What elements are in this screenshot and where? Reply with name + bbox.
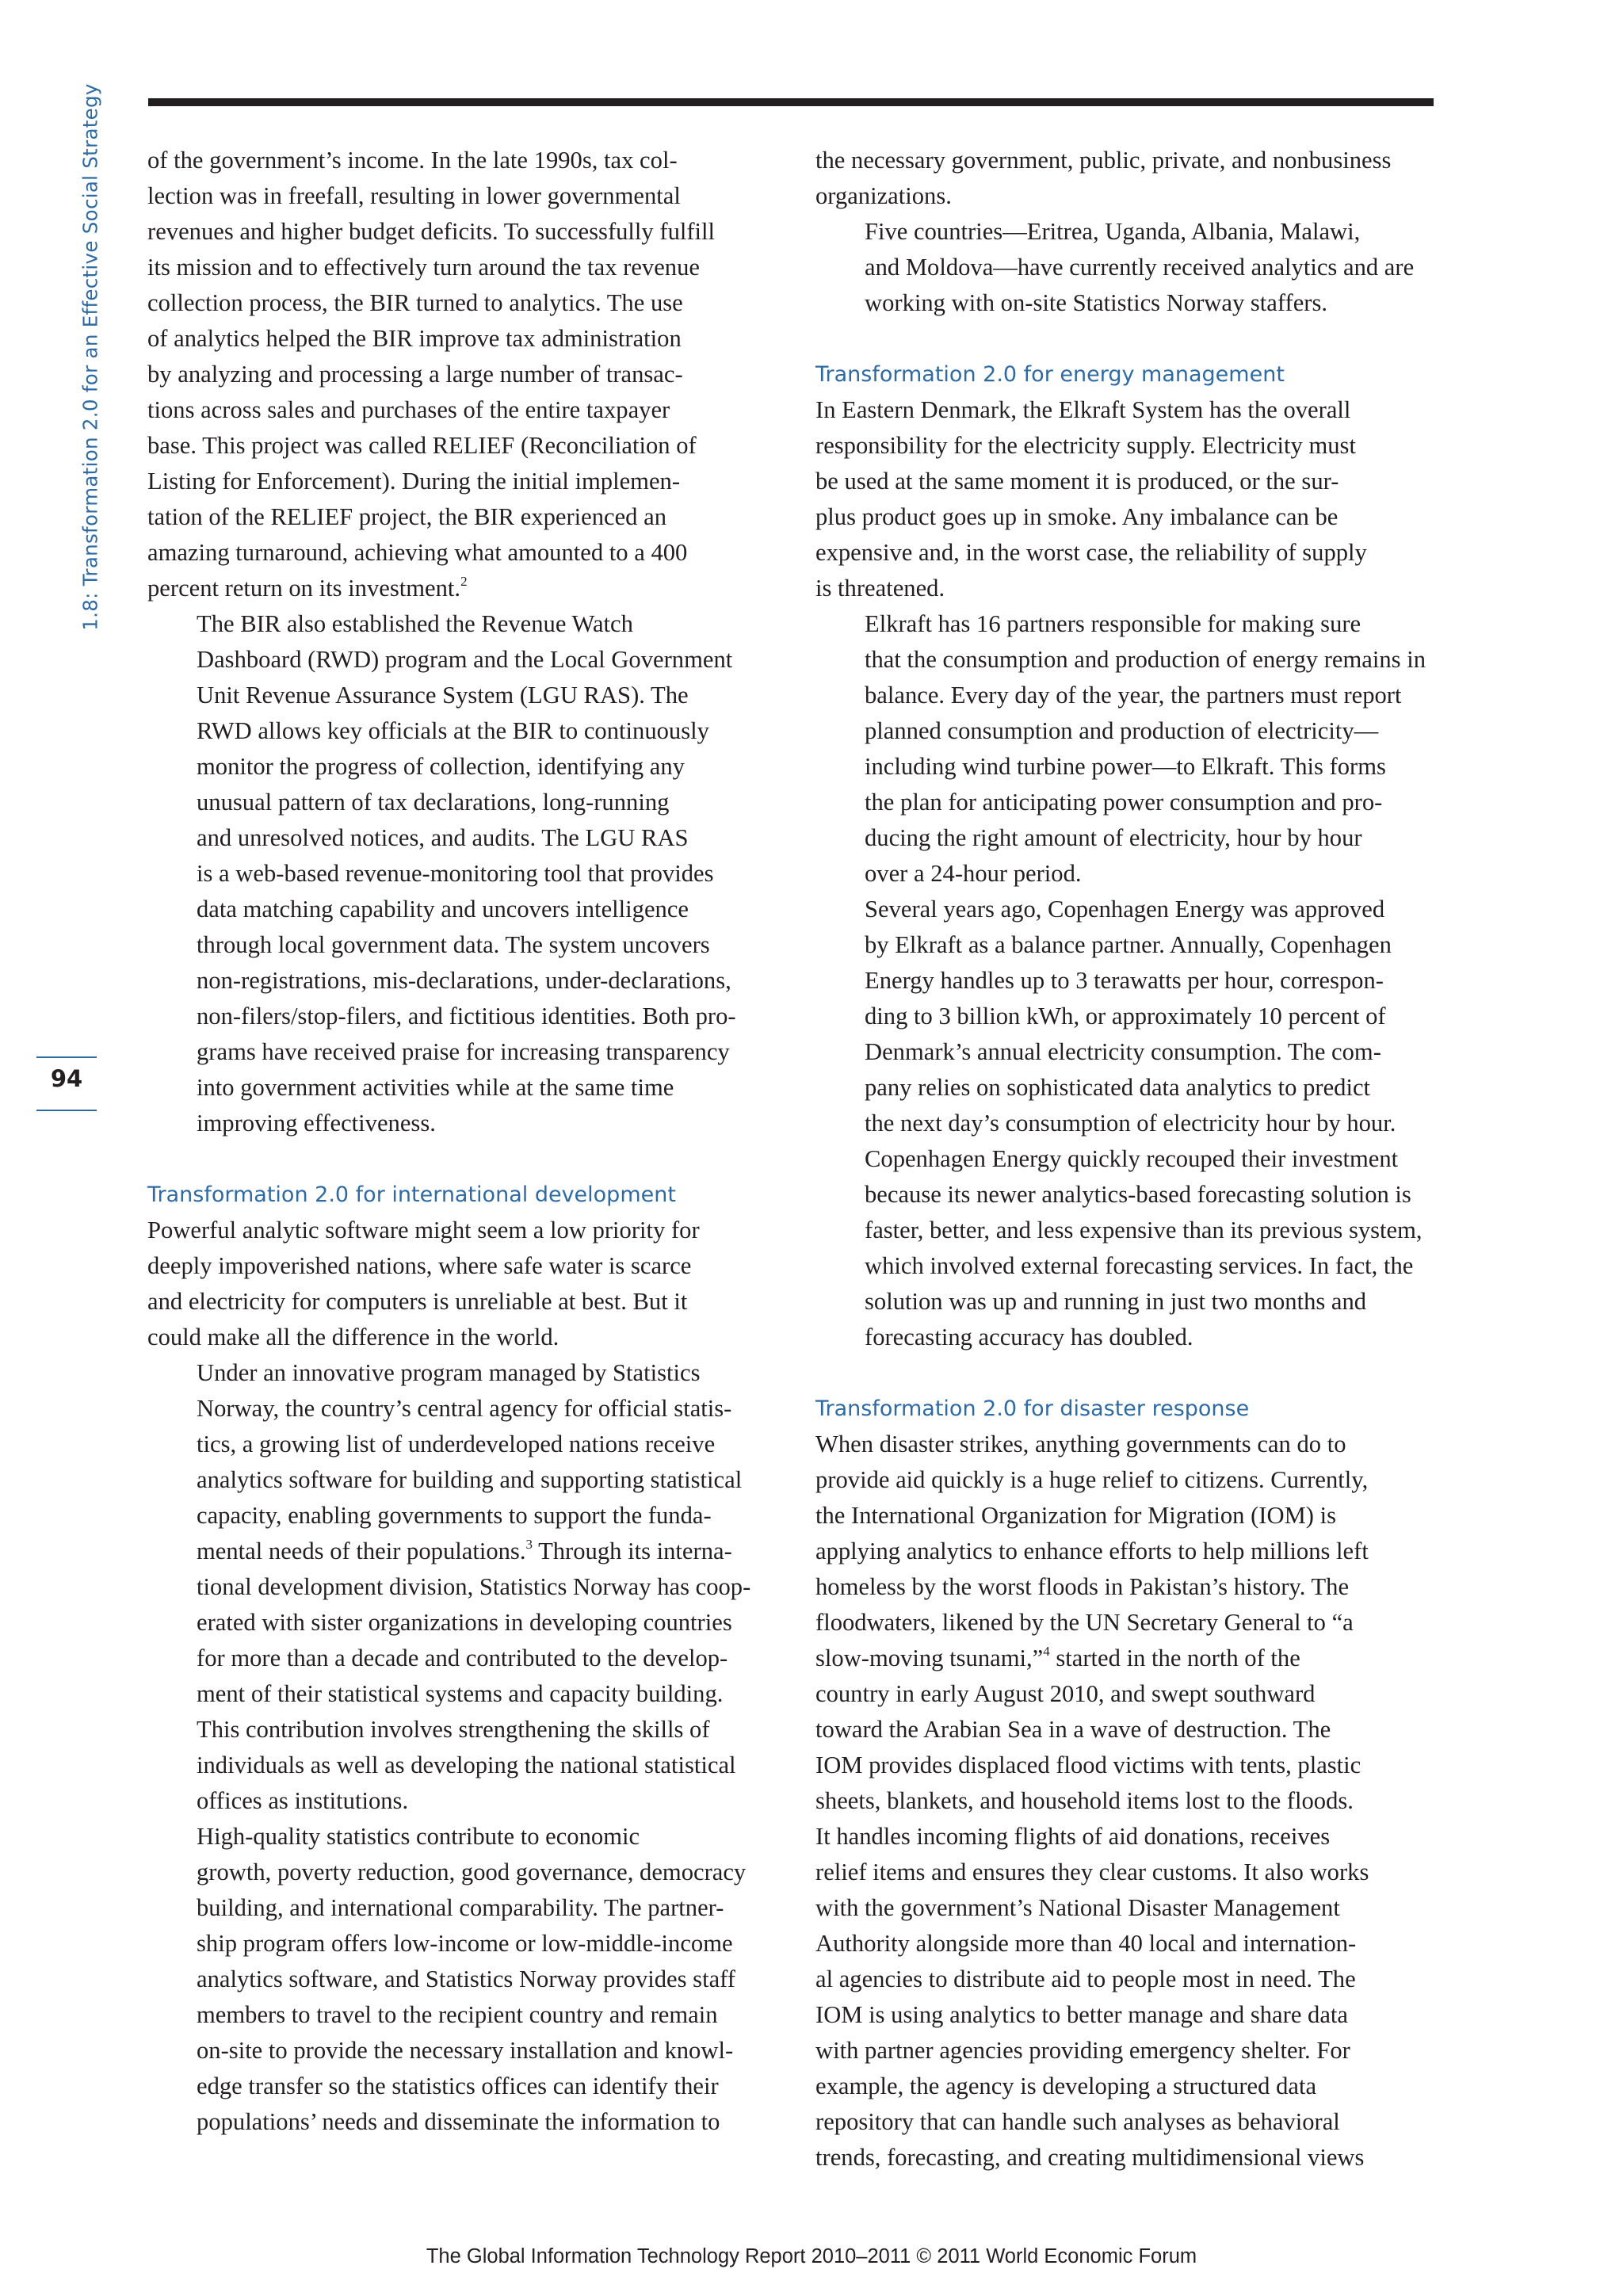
page-number-rule-bottom [36, 1110, 97, 1111]
text-line: non-registrations, mis-declarations, under-declarations, [197, 967, 731, 994]
paragraph [815, 892, 1435, 1355]
paragraph [815, 1427, 1435, 2176]
right-column [815, 143, 1435, 2176]
footnote-ref: 3 [525, 1537, 533, 1552]
text-line: and electricity for computers is unreliable at best. But it [147, 1288, 688, 1315]
section-heading-energy-management: Transformation 2.0 for energy management [815, 362, 1285, 387]
text-line: Norway, the country’s central agency for official statis- [197, 1395, 732, 1422]
text-line: including wind turbine power—to Elkraft. This forms [865, 753, 1386, 780]
top-rule [148, 98, 1434, 106]
text-line: Authority alongside more than 40 local and internation- [815, 1930, 1357, 1957]
text-line: on-site to provide the necessary installation and knowl- [197, 2037, 734, 2064]
text-line: be used at the same moment it is produced, or the sur- [815, 468, 1339, 495]
text-line: al agencies to distribute aid to people most in need. The [815, 1966, 1356, 1992]
text-line: IOM provides displaced flood victims with tents, plastic [815, 1752, 1361, 1778]
text-line: responsibility for the electricity supply. Electricity must [815, 432, 1356, 459]
text-line: floodwaters, likened by the UN Secretary General to “a [815, 1609, 1354, 1636]
text-line: individuals as well as developing the national statistical [197, 1752, 736, 1778]
text-line: tation of the RELIEF project, the BIR experienced an [147, 503, 667, 530]
text-line: relief items and ensures they clear customs. It also works [815, 1859, 1369, 1885]
text-line: In Eastern Denmark, the Elkraft System has the overall [815, 396, 1351, 423]
text-line: unusual pattern of tax declarations, long-running [197, 789, 670, 816]
text-line: RWD allows key officials at the BIR to continuously [197, 717, 709, 744]
text-line: building, and international comparability. The partner- [197, 1894, 724, 1921]
page-footer: The Global Information Technology Report 2010–2011 © 2011 World Economic Forum [426, 2245, 1197, 2267]
text-line: tions across sales and purchases of the entire taxpayer [147, 396, 670, 423]
text-line: which involved external forecasting services. In fact, the [865, 1252, 1414, 1279]
text-line: data matching capability and uncovers intelligence [197, 896, 689, 923]
paragraph [147, 1819, 767, 2140]
text-line: working with on-site Statistics Norway staffers. [865, 289, 1328, 316]
text-line: slow-moving tsunami,”$^4$ started in the north of the [815, 1644, 1300, 1671]
text-line: of analytics helped the BIR improve tax administration [147, 325, 682, 352]
footnote-ref: 4 [1043, 1644, 1050, 1659]
text-line: lection was in freefall, resulting in lower governmental [147, 182, 681, 209]
text-line: collection process, the BIR turned to analytics. The use [147, 289, 683, 316]
text-line: ducing the right amount of electricity, hour by hour [865, 824, 1362, 851]
text-line: for more than a decade and contributed to the develop- [197, 1645, 728, 1671]
text-line: edge transfer so the statistics offices can identify their [197, 2073, 719, 2099]
text-line: members to travel to the recipient country and remain [197, 2001, 718, 2028]
text-line: Energy handles up to 3 terawatts per hour, correspon- [865, 967, 1384, 994]
text-line: Under an innovative program managed by Statistics [197, 1359, 701, 1386]
text-line: amazing turnaround, achieving what amounted to a 400 [147, 539, 688, 566]
text-line: homeless by the worst floods in Pakistan’s history. The [815, 1573, 1350, 1600]
text-line: High-quality statistics contribute to economic [197, 1823, 640, 1850]
text-line: Powerful analytic software might seem a low priority for [147, 1217, 700, 1244]
text-line: the plan for anticipating power consumption and pro- [865, 789, 1383, 816]
text-line: country in early August 2010, and swept southward [815, 1680, 1316, 1707]
text-line: faster, better, and less expensive than its previous system, [865, 1217, 1423, 1244]
text-line: base. This project was called RELIEF (Reconciliation of [147, 432, 697, 459]
section-heading-international-development: Transformation 2.0 for international development [147, 1182, 676, 1207]
text-line: mental needs of their populations.$^3$ Through its interna- [197, 1537, 732, 1564]
text-line: This contribution involves strengthening the skills of [197, 1716, 710, 1743]
text-line: The BIR also established the Revenue Watch [197, 610, 633, 637]
text-line: trends, forecasting, and creating multidimensional views [815, 2144, 1365, 2171]
text-line: and unresolved notices, and audits. The LGU RAS [197, 824, 689, 851]
text-line: because its newer analytics-based forecasting solution is [865, 1181, 1411, 1208]
paragraph [147, 1213, 767, 1355]
text-line: Copenhagen Energy quickly recouped their investment [865, 1145, 1399, 1172]
text-line: It handles incoming flights of aid donations, receives [815, 1823, 1331, 1850]
paragraph [815, 143, 1435, 214]
text-line: example, the agency is developing a structured data [815, 2073, 1317, 2099]
text-line: Elkraft has 16 partners responsible for making sure [865, 610, 1361, 637]
text-line: Several years ago, Copenhagen Energy was approved [865, 896, 1385, 923]
text-line: ding to 3 billion kWh, or approximately 10 percent of [865, 1003, 1386, 1030]
text-line: that the consumption and production of energy remains in [865, 646, 1426, 673]
text-line: ship program offers low-income or low-middle-income [197, 1930, 733, 1957]
page-number-rule-top [36, 1056, 97, 1058]
paragraph [147, 606, 767, 1141]
text-line: is threatened. [815, 575, 945, 602]
text-line: with the government’s National Disaster Management [815, 1894, 1340, 1921]
text-line: tional development division, Statistics Norway has coop- [197, 1573, 751, 1600]
text-line: improving effectiveness. [197, 1110, 436, 1137]
text-line: solution was up and running in just two months and [865, 1288, 1367, 1315]
text-line: tics, a growing list of underdeveloped nations receive [197, 1431, 716, 1457]
text-line: Listing for Enforcement). During the initial implemen- [147, 468, 681, 495]
text-line: applying analytics to enhance efforts to help millions left [815, 1538, 1369, 1564]
text-line: capacity, enabling governments to support the funda- [197, 1502, 712, 1529]
text-line: balance. Every day of the year, the partners must report [865, 682, 1402, 709]
section-heading-disaster-response: Transformation 2.0 for disaster response [815, 1396, 1250, 1421]
text-line: deeply impoverished nations, where safe water is scarce [147, 1252, 692, 1279]
text-line: of the government’s income. In the late 1990s, tax col- [147, 147, 678, 174]
paragraph [815, 606, 1435, 892]
text-line: percent return on its investment. [147, 575, 461, 602]
text-line: forecasting accuracy has doubled. [865, 1324, 1193, 1350]
text-line: IOM is using analytics to better manage and share data [815, 2001, 1349, 2028]
text-line: monitor the progress of collection, identifying any [197, 753, 685, 780]
text-line: by analyzing and processing a large number of transac- [147, 361, 683, 388]
text-line: repository that can handle such analyses as behavioral [815, 2108, 1340, 2135]
text-line: ment of their statistical systems and capacity building. [197, 1680, 724, 1707]
paragraph [147, 1355, 767, 1819]
text-line: growth, poverty reduction, good governance, democracy [197, 1859, 747, 1885]
text-line: the International Organization for Migration (IOM) is [815, 1502, 1337, 1529]
text-line: expensive and, in the worst case, the reliability of supply [815, 539, 1367, 566]
footnote-ref: 2 [460, 574, 468, 589]
text-line: the next day’s consumption of electricity hour by hour. [865, 1110, 1396, 1137]
text-line: planned consumption and production of electricity— [865, 717, 1379, 744]
text-line: revenues and higher budget deficits. To successfully fulfill [147, 218, 716, 245]
paragraph [147, 143, 767, 606]
running-head [73, 55, 108, 658]
text-line: Five countries—Eritrea, Uganda, Albania, Malawi, [865, 218, 1361, 245]
text-line: the necessary government, public, private, and nonbusiness [815, 147, 1392, 174]
text-line: its mission and to effectively turn around the tax revenue [147, 254, 700, 281]
text-line: pany relies on sophisticated data analytics to predict [865, 1074, 1371, 1101]
page-number: 94 [50, 1065, 83, 1092]
text-line: is a web-based revenue-monitoring tool that provides [197, 860, 714, 887]
text-line: through local government data. The system uncovers [197, 931, 710, 958]
running-head-text: 1.8: Transformation 2.0 for an Effective Social Strategy [78, 82, 102, 631]
paragraph [815, 392, 1435, 606]
text-line: toward the Arabian Sea in a wave of destruction. The [815, 1716, 1331, 1743]
text-line: Denmark’s annual electricity consumption. The com- [865, 1038, 1381, 1065]
text-line: organizations. [815, 182, 952, 209]
text-line: Dashboard (RWD) program and the Local Government [197, 646, 733, 673]
text-line: by Elkraft as a balance partner. Annually, Copenhagen [865, 931, 1392, 958]
text-line: grams have received praise for increasing transparency [197, 1038, 730, 1065]
text-line: analytics software, and Statistics Norway provides staff [197, 1966, 735, 1992]
text-line: and Moldova—have currently received analytics and are [865, 254, 1415, 281]
text-line: erated with sister organizations in developing countries [197, 1609, 732, 1636]
text-line: could make all the difference in the world. [147, 1324, 559, 1350]
text-line: offices as institutions. [197, 1787, 409, 1814]
text-line: provide aid quickly is a huge relief to citizens. Currently, [815, 1466, 1369, 1493]
text-line: When disaster strikes, anything governments can do to [815, 1431, 1346, 1457]
text-line: populations’ needs and disseminate the information to [197, 2108, 720, 2135]
text-line: plus product goes up in smoke. Any imbalance can be [815, 503, 1338, 530]
text-line: analytics software for building and supporting statistical [197, 1466, 743, 1493]
text-line: over a 24-hour period. [865, 860, 1082, 887]
left-column [147, 143, 767, 2140]
paragraph [815, 214, 1435, 321]
text-line: Unit Revenue Assurance System (LGU RAS). The [197, 682, 689, 709]
text-line: sheets, blankets, and household items lost to the floods. [815, 1787, 1354, 1814]
text-line: with partner agencies providing emergency shelter. For [815, 2037, 1350, 2064]
text-line: non-filers/stop-filers, and fictitious identities. Both pro- [197, 1003, 736, 1030]
text-line: into government activities while at the same time [197, 1074, 674, 1101]
